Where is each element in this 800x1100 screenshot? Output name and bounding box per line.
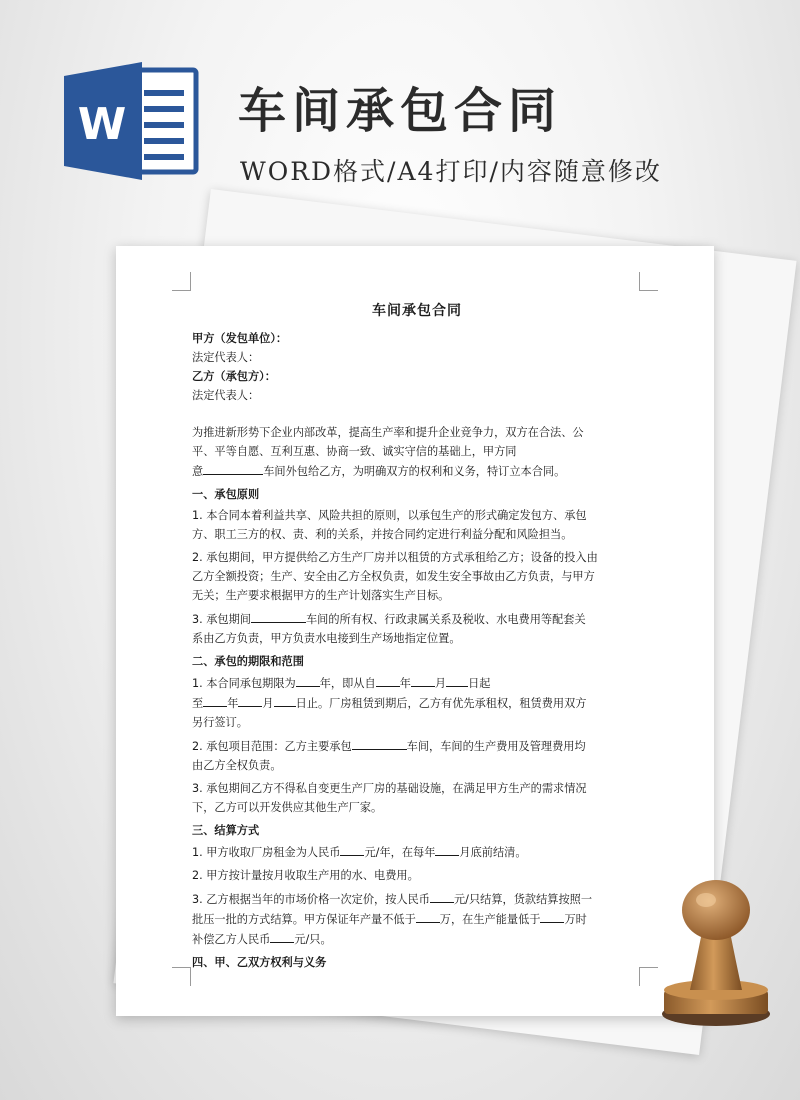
clause-3-2: 2. 甲方按计量按月收取生产用的水、电费用。 xyxy=(192,869,419,882)
crop-mark-top-left xyxy=(172,272,191,291)
blank-field xyxy=(251,609,306,623)
party-a-representative: 法定代表人： xyxy=(192,351,260,364)
blank-field xyxy=(203,461,263,475)
blank-field xyxy=(446,673,468,687)
page-title: 车间承包合同 xyxy=(238,83,563,139)
section-heading-1: 一、承包原则 xyxy=(192,488,260,501)
blank-field xyxy=(203,693,227,707)
clause-2-1: 1. 本合同承包期限为 年，即从自 年 月 日起 至 年 月 日止。厂房租赁到期后，乙方有优先承租权，租赁费用双方 另行签订。 xyxy=(192,673,642,732)
document-page xyxy=(116,246,714,1016)
blank-field xyxy=(376,673,400,687)
page-subtitle: WORD格式/A4打印/内容随意修改 xyxy=(240,157,662,186)
crop-mark-top-right xyxy=(639,272,658,291)
blank-field xyxy=(540,909,564,923)
clause-1-2: 2. 承包期间，甲方提供给乙方生产厂房并以租赁的方式承租给乙方；设备的投入由 乙方全额投资；生产、安全由乙方全权负责，如发生安全事故由乙方负责，与甲方 无关；生产要求根据甲方的生产计划落实生产目标。 xyxy=(192,551,598,602)
blank-field xyxy=(340,842,364,856)
svg-text:W: W xyxy=(77,99,127,150)
clause-3-1: 1. 甲方收取厂房租金为人民币 元/年，在每年 月底前结清。 xyxy=(192,842,642,862)
section-heading-2: 二、承包的期限和范围 xyxy=(192,655,304,668)
word-logo-icon xyxy=(62,56,202,186)
crop-mark-bottom-left xyxy=(172,967,191,986)
blank-field xyxy=(270,929,294,943)
blank-field xyxy=(435,842,459,856)
clause-2-3: 3. 承包期间乙方不得私自变更生产厂房的基础设施，在满足甲方生产的需求情况 下，乙方可以开发供应其他生产厂家。 xyxy=(192,782,587,814)
section-heading-4: 四、甲、乙双方权利与义务 xyxy=(192,956,327,969)
clause-2-2: 2. 承包项目范围：乙方主要承包 车间，车间的生产费用及管理费用均 由乙方全权负责。 xyxy=(192,736,642,775)
party-b-representative: 法定代表人： xyxy=(192,389,260,402)
blank-field xyxy=(430,889,454,903)
document-title: 车间承包合同 xyxy=(372,303,462,319)
clause-1-3: 3. 承包期间 车间的所有权、行政隶属关系及税收、水电费用等配套关 系由乙方负责，甲方负责水电接到生产场地指定位置。 xyxy=(192,609,642,648)
clause-1-1: 1. 本合同本着利益共享、风险共担的原则，以承包生产的形式确定发包方、承包 方、职工三方的权、责、利的关系，并按合同约定进行利益分配和风险担当。 xyxy=(192,509,587,541)
blank-field xyxy=(296,673,320,687)
blank-field xyxy=(352,736,407,750)
party-a-label: 甲方（发包单位）： xyxy=(192,332,288,345)
intro-paragraph: 为推进新形势下企业内部改革，提高生产率和提升企业竞争力，双方在合法、公 平、平等自愿、互利互惠、协商一致、诚实守信的基础上，甲方同 意 车间外包给乙方，为明确双方的权利和义务，特订立本合同。 xyxy=(192,426,584,478)
blank-field xyxy=(274,693,296,707)
blank-field xyxy=(416,909,440,923)
blank-field xyxy=(411,673,435,687)
blank-field xyxy=(238,693,262,707)
document-body xyxy=(192,302,642,974)
section-heading-3: 三、结算方式 xyxy=(192,824,260,837)
clause-3-3: 3. 乙方根据当年的市场价格一次定价，按人民币 元/只结算，货款结算按照一 批压一批的方式结算。甲方保证年产量不低于 万，在生产能量低于 万时 补偿乙方人民币 元/只。 xyxy=(192,889,642,949)
party-b-label: 乙方（承包方）： xyxy=(192,370,276,383)
wooden-stamp-icon xyxy=(650,872,790,1032)
